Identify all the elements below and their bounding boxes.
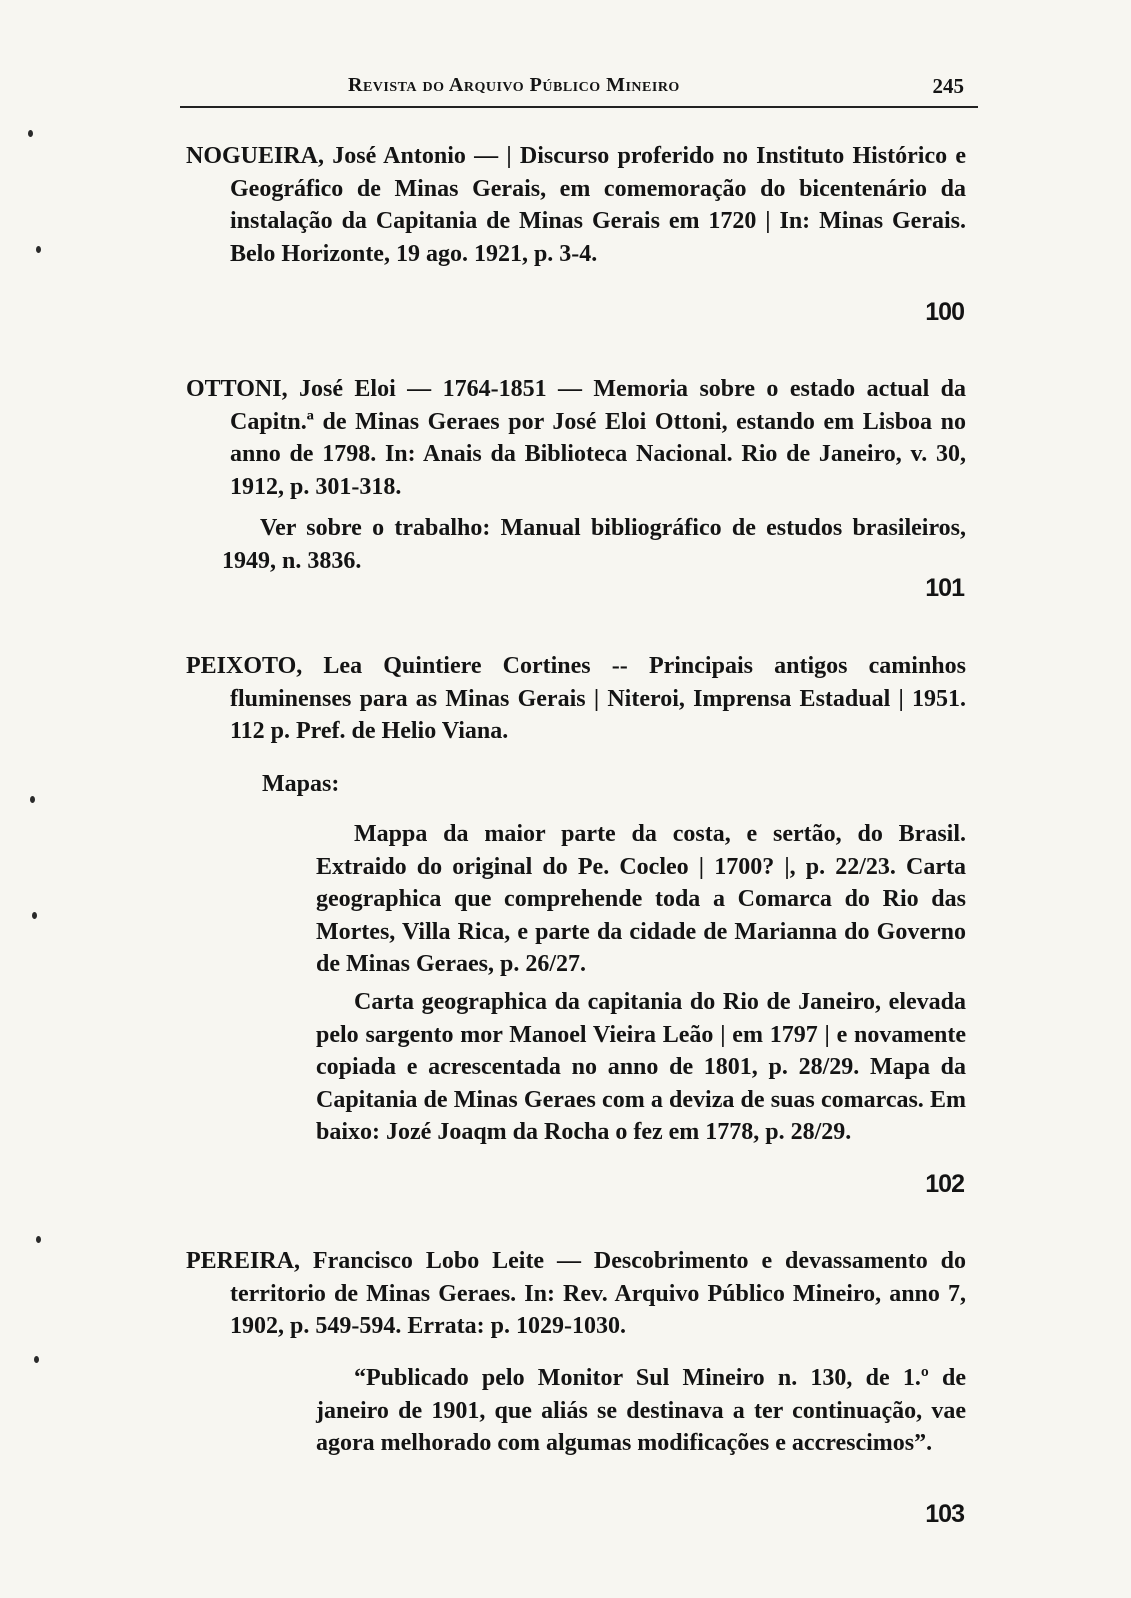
entry-quote: “Publicado pelo Monitor Sul Mineiro n. 130, de 1.º de janeiro de 1901, que aliás se destinava a ter continuação, vae agora melhorado com algumas modificações e accrescimos”. xyxy=(316,1365,966,1456)
running-head xyxy=(180,74,978,106)
scan-speck xyxy=(30,796,35,803)
scan-speck xyxy=(32,912,37,919)
map-list-item: Mappa da maior parte da costa, e sertão, do Brasil. Extraido do original do Pe. Cocleo | 1700? |, p. 22/23. Carta geographica que comprehende toda a Comarca do Rio das Mortes, Villa Rica, e parte da cidade de Marianna do Governo de Minas Geraes, p. 26/27. xyxy=(316,821,966,977)
header-rule xyxy=(180,106,978,108)
entry-pereira: PEREIRA, Francisco Lobo Leite — Descobrimento e devassamento do territorio de Minas Geraes. In: Rev. Arquivo Público Mineiro, anno 7, 1902, p. 549-594. Errata: p. 1029-1030. xyxy=(186,1248,966,1339)
maps-label: Mapas: xyxy=(262,771,340,797)
scan-speck xyxy=(34,1356,39,1363)
map-list-item: Carta geographica da capitania do Rio de Janeiro, elevada pelo sargento mor Manoel Vieira Leão | em 1797 | e novamente copiada e acrescentada no anno de 1801, p. 28/29. Mapa da Capitania de Minas Geraes com a deviza de suas comarcas. Em baixo: Jozé Joaqm da Rocha o fez em 1778, p. 28/29. xyxy=(316,989,966,1145)
entry-number: 100 xyxy=(925,298,964,326)
scan-speck xyxy=(36,246,41,253)
entry-nogueira: NOGUEIRA, José Antonio — | Discurso proferido no Instituto Histórico e Geográfico de Minas Gerais, em comemoração do bicentenário da instalação da Capitania de Minas Gerais em 1720 | In: Minas Gerais. Belo Horizonte, 19 ago. 1921, p. 3-4. xyxy=(186,143,966,267)
entry-number: 101 xyxy=(925,574,964,602)
entry-number: 102 xyxy=(925,1170,964,1198)
scan-speck xyxy=(28,130,33,137)
running-title: Revista do Arquivo Público Mineiro xyxy=(348,74,680,96)
entry-note: Ver sobre o trabalho: Manual bibliográfico de estudos brasileiros, 1949, n. 3836. xyxy=(222,515,966,574)
page-number: 245 xyxy=(932,74,964,98)
entry-peixoto: PEIXOTO, Lea Quintiere Cortines -- Principais antigos caminhos fluminenses para as Minas Gerais | Niteroi, Imprensa Estadual | 1951. 112 p. Pref. de Helio Viana. xyxy=(186,653,966,744)
scan-speck xyxy=(36,1236,41,1243)
entry-number: 103 xyxy=(925,1500,964,1528)
entry-ottoni: OTTONI, José Eloi — 1764-1851 — Memoria sobre o estado actual da Capitn.ª de Minas Geraes por José Eloi Ottoni, estando em Lisboa no anno de 1798. In: Anais da Biblioteca Nacional. Rio de Janeiro, v. 30, 1912, p. 301-318. xyxy=(186,376,966,500)
